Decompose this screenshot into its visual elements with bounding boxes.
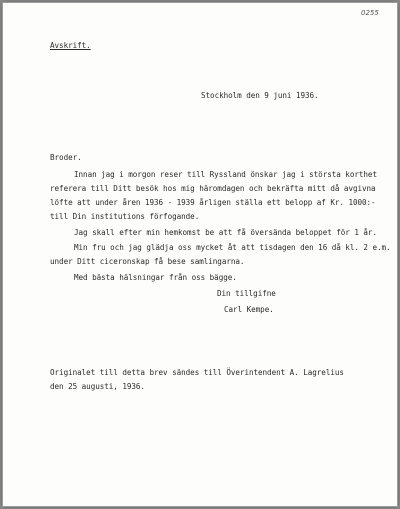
archive-note-line: Originalet till detta brev sändes till Överintendent A. Lagrelius (50, 368, 344, 377)
archive-number: 0255 (361, 9, 379, 17)
closing: Din tillgifne (217, 289, 276, 298)
document-page (3, 3, 397, 506)
paragraph-1-line: till Din institutions förfogande. (50, 212, 200, 221)
salutation: Broder. (50, 153, 82, 162)
paragraph-3-line: Min fru och jag glädja oss mycket åt att tisdagen den 16 då kl. 2 e.m. (74, 243, 391, 252)
paragraph-1-line: referera till Ditt besök hos mig häromdagen och bekräfta mitt då avgivna (50, 184, 376, 193)
signature: Carl Kempe. (224, 305, 274, 314)
archive-note-line: den 25 augusti, 1936. (50, 382, 145, 391)
paragraph-1-line: löfte att under åren 1936 - 1939 årligen ställa ett belopp af Kr. 1000:- (50, 198, 376, 207)
paragraph-3-line: under Ditt ciceronskap få bese samlingarna. (50, 257, 245, 266)
paragraph-2: Jag skall efter min hemkomst be att få översända beloppet för 1 år. (74, 228, 377, 237)
paragraph-1-line: Innan jag i morgon reser till Ryssland önskar jag i största korthet (74, 170, 377, 179)
place-date: Stockholm den 9 juni 1936. (201, 91, 319, 100)
heading: Avskrift. (50, 41, 91, 50)
paragraph-4: Med bästa hälsningar från oss bägge. (74, 273, 237, 282)
